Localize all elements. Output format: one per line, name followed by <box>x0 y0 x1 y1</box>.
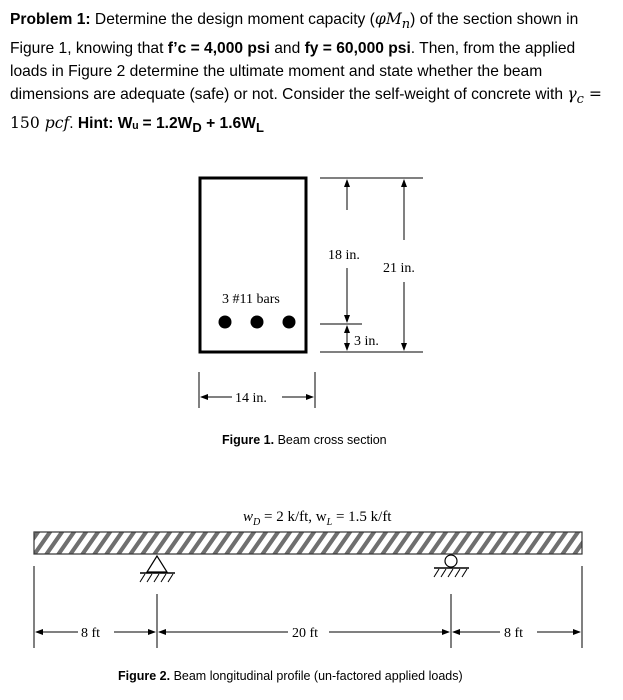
figure-1-caption-text: Beam cross section <box>274 433 387 447</box>
gamma-symbol: γ <box>567 85 577 104</box>
rebar-2 <box>251 316 264 329</box>
problem-text-4: . Then, from the applied loads in Figure 2 determine the ultimate moment and state whether the beam dimensions are adequate (safe) or not. Consider the self-weight of concrete with <box>10 39 576 104</box>
load-label <box>243 509 392 528</box>
gamma-subscript: c <box>576 92 584 108</box>
load-wd-subscript: D <box>253 517 261 528</box>
right-overhang-label: 8 ft <box>504 626 524 641</box>
problem-text-3: and <box>269 39 305 57</box>
figure-2-beam-profile <box>34 509 582 683</box>
moment-symbol: M <box>385 10 402 28</box>
hint-sub-l: L <box>255 119 264 135</box>
rebar-3 <box>283 316 296 329</box>
problem-text-5: . <box>69 114 78 132</box>
roller-support-right <box>434 555 469 577</box>
phi-symbol: φ <box>374 10 386 28</box>
problem-label: Problem 1: <box>10 11 91 28</box>
problem-text-2: ) of the section shown in Figure 1, knowing that <box>10 11 579 57</box>
width-dimension-label: 14 in. <box>235 391 267 406</box>
d-dimension-label: 18 in. <box>328 248 360 263</box>
fc-value: f’c = 4,000 psi <box>167 39 270 57</box>
load-mid-text: = 2 k/ft, w <box>260 509 327 525</box>
fy-value: fy = 60,000 psi <box>304 39 411 57</box>
bars-label: 3 #11 bars <box>222 292 280 307</box>
load-end-text: = 1.5 k/ft <box>332 509 392 525</box>
moment-subscript: n <box>401 17 411 33</box>
pin-support-left <box>140 556 175 582</box>
left-overhang-label: 8 ft <box>81 626 101 641</box>
gamma-equals: = 150 <box>10 85 602 132</box>
span-label: 20 ft <box>292 626 319 641</box>
figure-1-caption-label: Figure 1. <box>222 433 275 447</box>
beam <box>34 532 582 554</box>
figure-2-caption-text: Beam longitudinal profile (un-factored applied loads) <box>170 669 463 683</box>
figure-2-caption <box>118 669 463 683</box>
rebar-1 <box>219 316 232 329</box>
figure-2-caption-label: Figure 2. <box>118 669 171 683</box>
load-wl-subscript: L <box>326 517 333 528</box>
hint-text: Hint: Wᵤ = 1.2W <box>77 114 193 132</box>
load-wd-symbol: w <box>243 509 254 525</box>
hint-plus: + 1.6W <box>201 114 256 132</box>
hint-sub-d: D <box>192 119 202 135</box>
figure-1-cross-section <box>199 178 423 447</box>
figure-1-caption <box>222 433 387 447</box>
pcf-unit: pcf <box>44 113 70 132</box>
h-dimension-label: 21 in. <box>383 261 415 276</box>
cover-dimension-label: 3 in. <box>354 334 379 349</box>
problem-text-1: Determine the design moment capacity ( <box>90 11 375 28</box>
